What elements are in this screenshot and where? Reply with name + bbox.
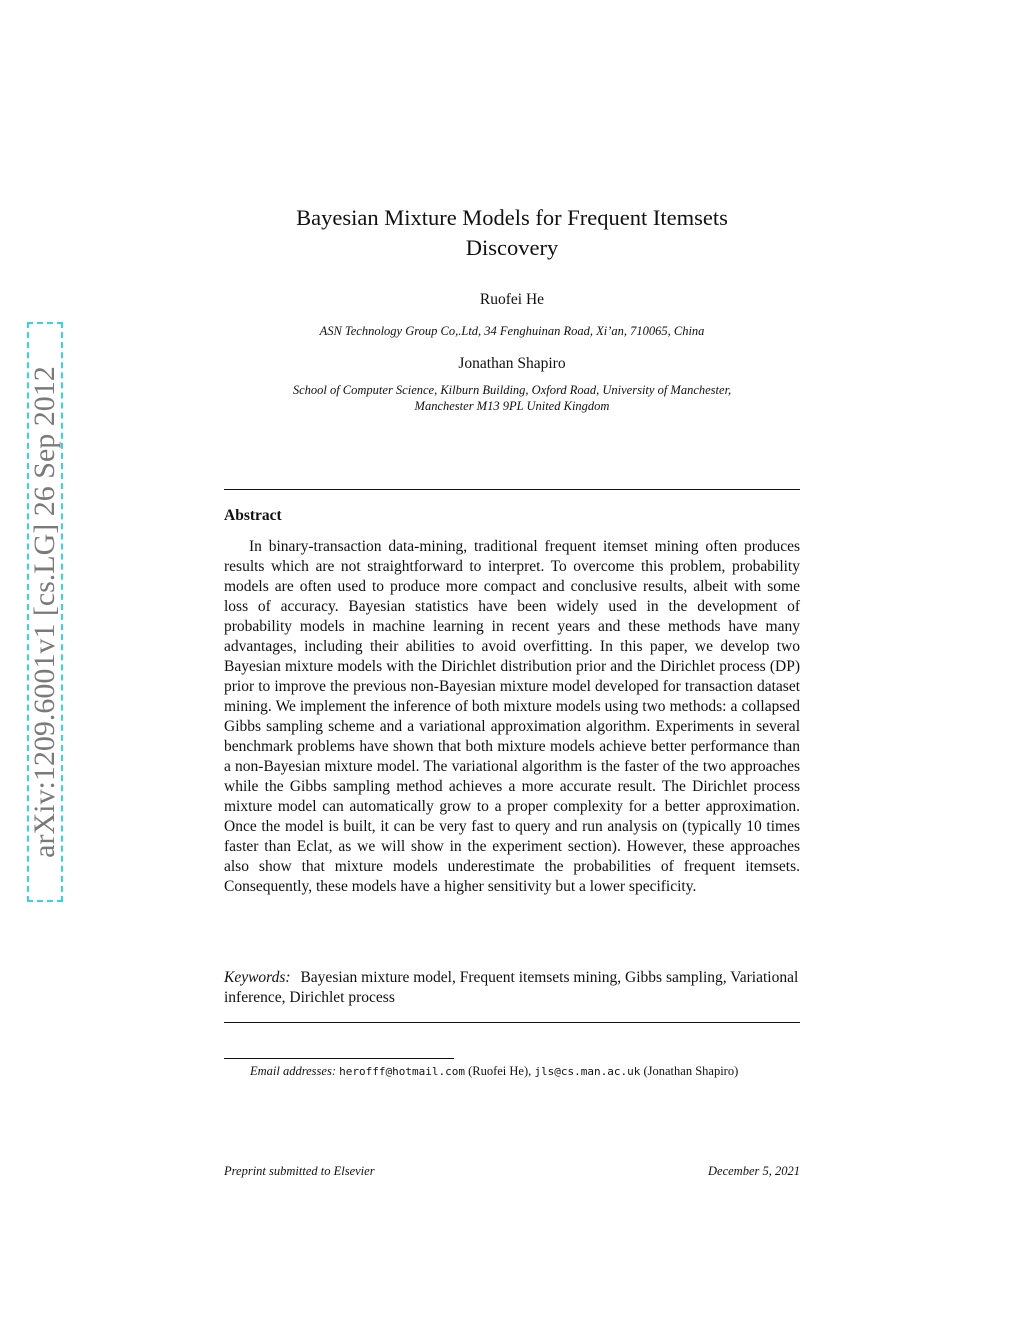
author-affiliation: ASN Technology Group Co,.Ltd, 34 Fenghuinan Road, Xi’an, 710065, China: [319, 324, 705, 338]
email-footnote: [224, 1063, 800, 1080]
keywords-label: Keywords:: [224, 969, 291, 986]
email-owner-shapiro: (Jonathan Shapiro): [643, 1064, 739, 1078]
footer-date: December 5, 2021: [708, 1164, 800, 1178]
keywords: [224, 968, 800, 1008]
email-owner-he: (Ruofei He),: [468, 1064, 532, 1078]
abstract-heading: Abstract: [224, 507, 282, 524]
author-name: Ruofei He: [479, 291, 545, 308]
author-affiliation: [216, 382, 808, 414]
email-label: Email addresses:: [250, 1064, 336, 1078]
arxiv-stamp[interactable]: arXiv:1209.6001v1 [cs.LG] 26 Sep 2012: [28, 366, 61, 858]
abstract-top-rule: [224, 489, 800, 490]
email-link-shapiro[interactable]: jls@cs.man.ac.uk: [534, 1065, 641, 1078]
abstract-text: In binary-transaction data-mining, traditional frequent itemset mining often produces results which are not straightforward to interpret. To overcome this problem, probability models are often used to produce more compact and conclusive results, albeit with some loss of accuracy. Bayesian statistics have been widely used in the development of probability models in machine learning in recent years and these methods have many advantages, including their abilities to avoid overfitting. In this paper, we develop two Bayesian mixture models with the Dirichlet distribution prior and the Dirichlet process (DP) prior to improve the previous non-Bayesian mixture model developed for transaction dataset mining. We implement the inference of both mixture models using two methods: a collapsed Gibbs sampling scheme and a variational approximation algorithm. Experiments in several benchmark problems have shown that both mixture models achieve better performance than a non-Bayesian mixture model. The variational algorithm is the faster of the two approaches while the Gibbs sampling method achieves a more accurate result. The Dirichlet process mixture model can automatically grow to a proper complexity for a better approximation. Once the model is built, it can be very fast to query and run analysis on (typically 10 times faster than Eclat, as we will show in the experiment section). However, these approaches also show that mixture models underestimate the probabilities of frequent itemsets. Consequently, these models have a higher sensitivity but a lower specificity.: [224, 538, 800, 895]
abstract-bottom-rule: [224, 1022, 800, 1023]
footer-journal: Preprint submitted to Elsevier: [224, 1164, 375, 1178]
author-name: Jonathan Shapiro: [458, 355, 566, 372]
keywords-text: Bayesian mixture model, Frequent itemsets mining, Gibbs sampling, Variational inference, Dirichlet process: [224, 969, 799, 1006]
affiliation-line-2: Manchester M13 9PL United Kingdom: [414, 399, 610, 413]
paper-title: [224, 203, 800, 263]
title-line-2: Discovery: [465, 235, 559, 260]
affiliation-line-1: School of Computer Science, Kilburn Building, Oxford Road, University of Manchester,: [292, 383, 732, 397]
title-line-1: Bayesian Mixture Models for Frequent Itemsets: [296, 205, 728, 230]
email-link-he[interactable]: herofff@hotmail.com: [339, 1065, 465, 1078]
footnote-rule: [224, 1058, 454, 1059]
